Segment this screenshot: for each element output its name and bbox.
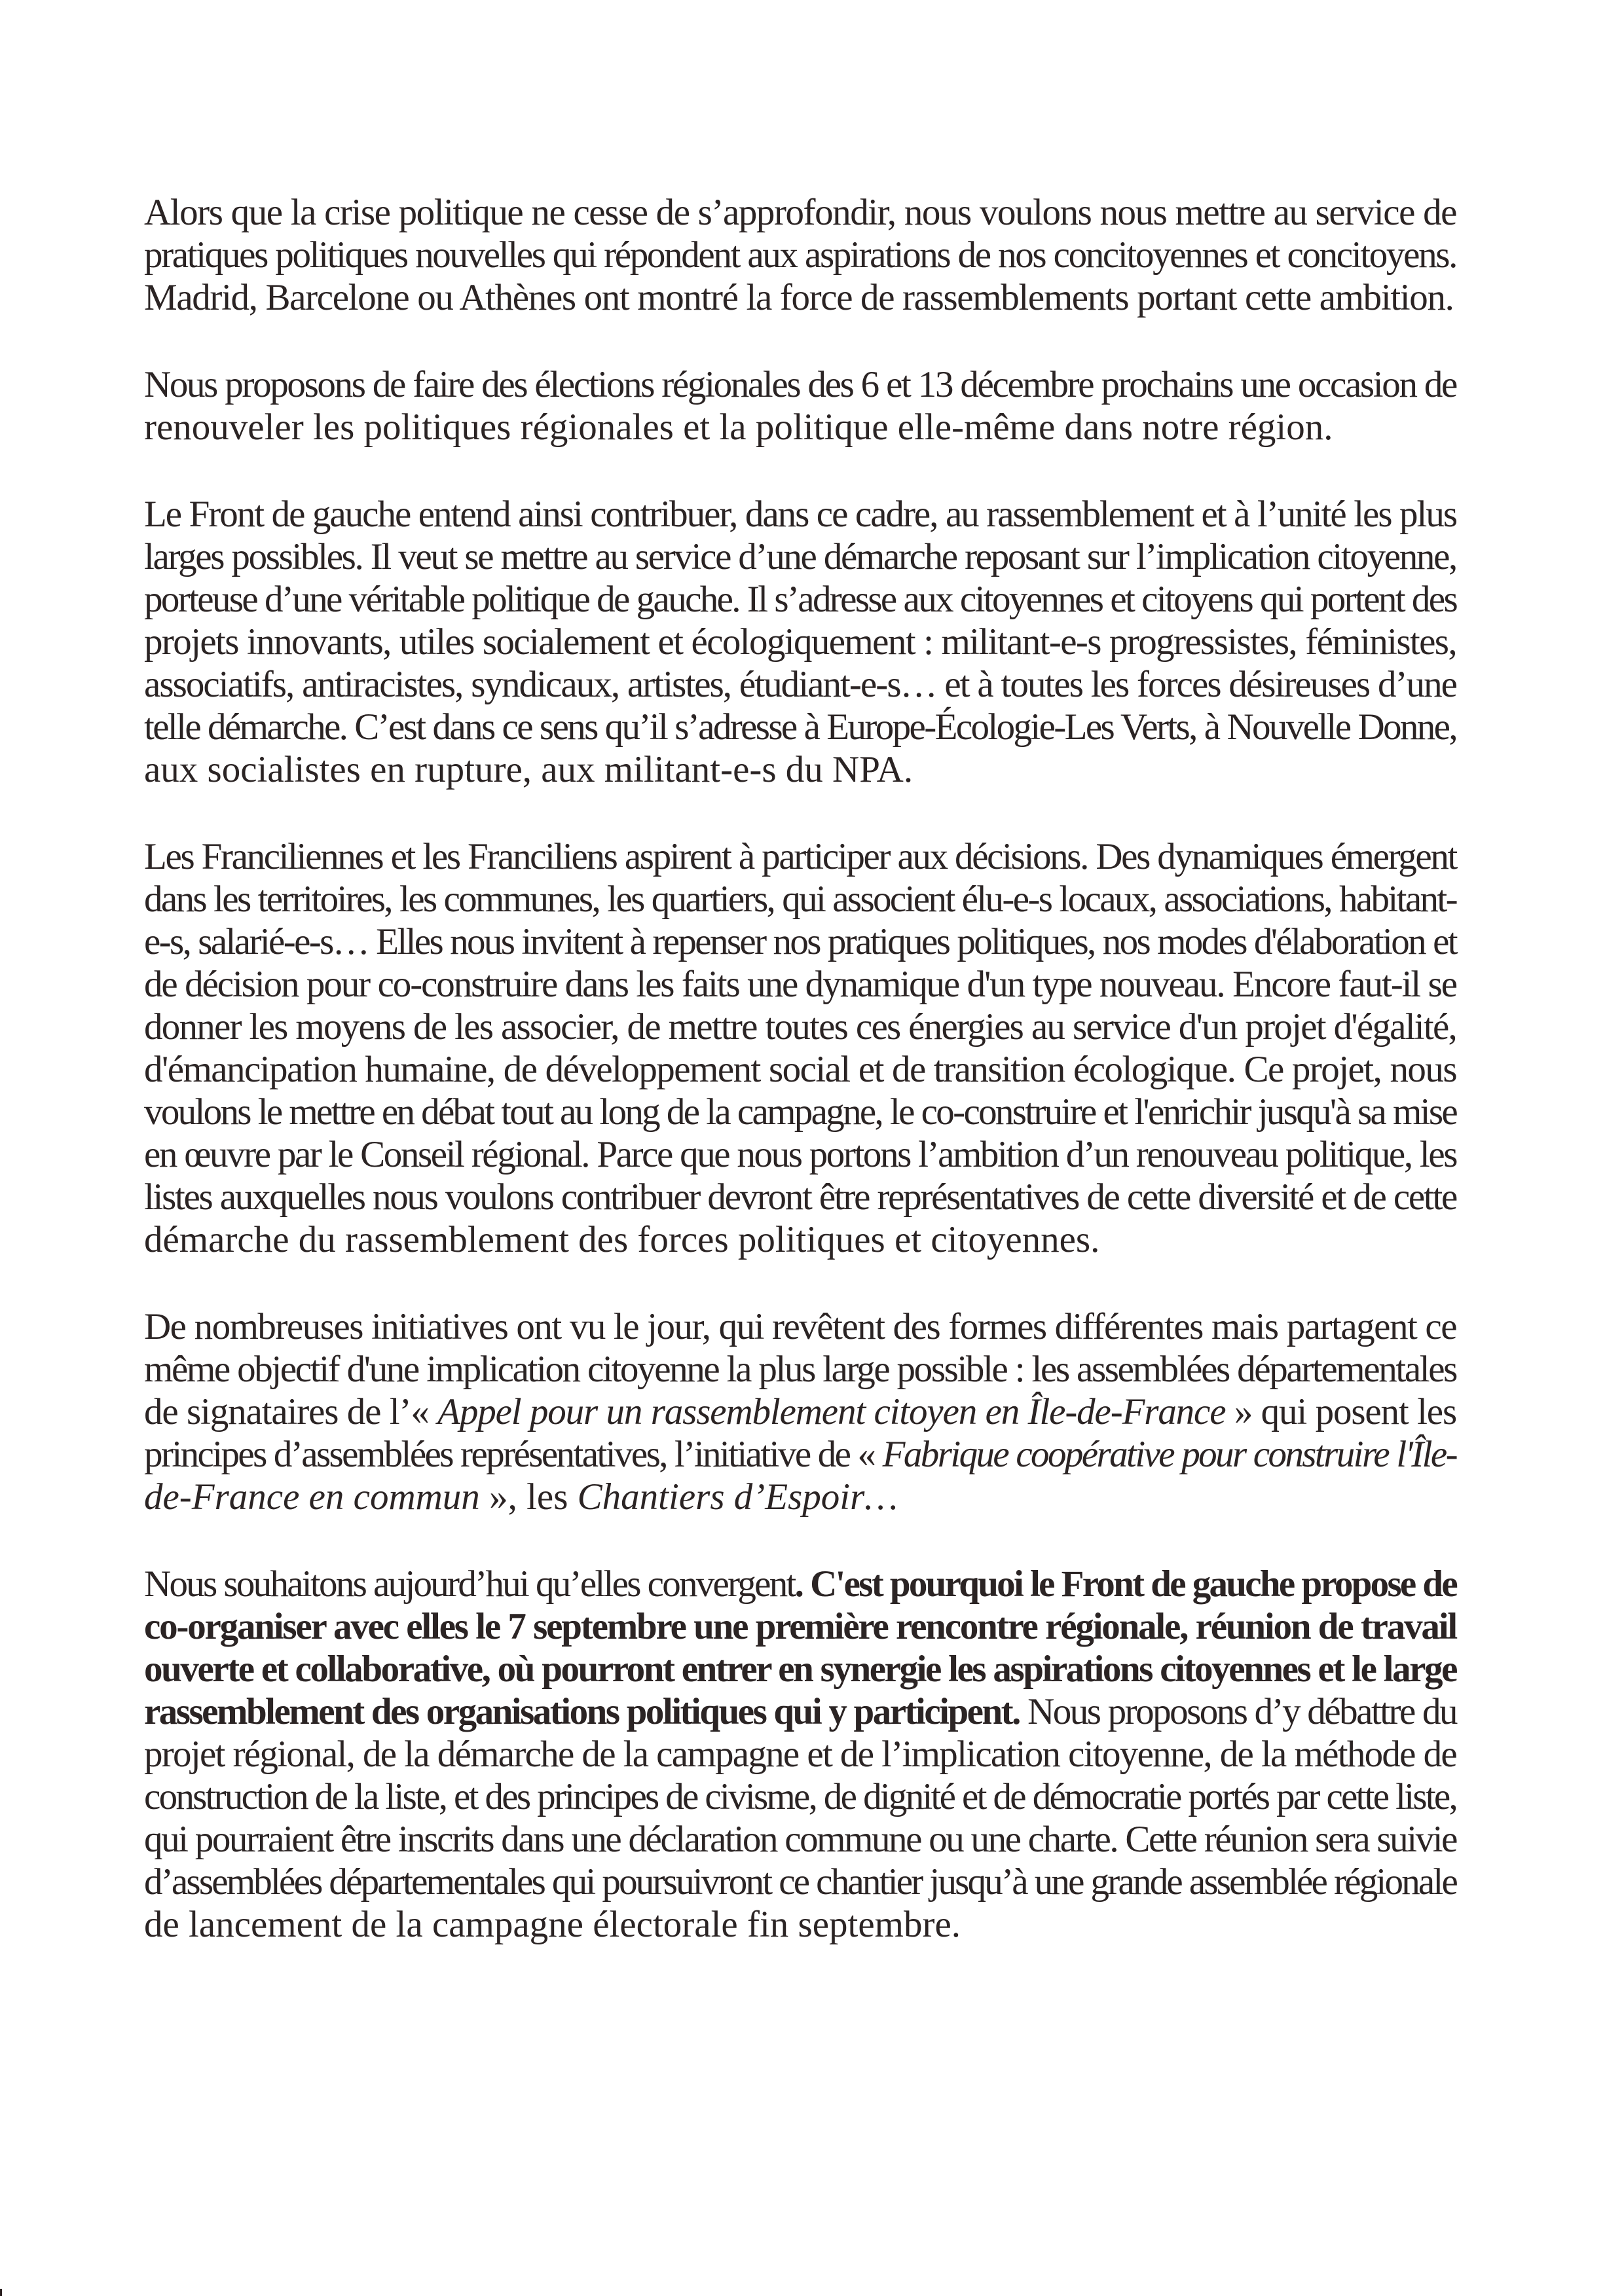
bold-text: . C'est pourquoi le Front de gauche propose de — [794, 1563, 1456, 1605]
text-line — [144, 536, 1456, 578]
text-segment: Nous proposons d’y débattre du — [1019, 1691, 1456, 1732]
text-line — [144, 1176, 1456, 1218]
text-line — [144, 1048, 1456, 1091]
text-line — [144, 406, 1456, 448]
text-segment: même objectif d'une implication citoyenne la plus large possible : les assemblées départementales — [144, 1349, 1456, 1390]
text-segment: de lancement de la campagne électorale fin septembre. — [144, 1904, 961, 1945]
text-line — [144, 276, 1456, 319]
text-line — [144, 493, 1456, 536]
text-line — [144, 363, 1456, 406]
text-segment: de décision pour co-construire dans les faits une dynamique d'un type nouveau. Encore faut-il se — [144, 964, 1456, 1005]
text-line — [144, 706, 1456, 748]
italic-text: Appel pour un rassemblement citoyen en Île-de-France — [437, 1391, 1226, 1432]
text-line — [144, 578, 1456, 621]
italic-text: Fabrique coopérative pour construire l'Île- — [882, 1434, 1456, 1475]
text-segment: donner les moyens de les associer, de mettre toutes ces énergies au service d'un projet d'égalité, — [144, 1006, 1456, 1048]
text-segment: projet régional, de la démarche de la campagne et de l’implication citoyenne, de la méthode de — [144, 1734, 1456, 1775]
text-line — [144, 1391, 1456, 1433]
paragraph — [144, 835, 1456, 1261]
text-line — [144, 878, 1456, 920]
text-segment: », les — [479, 1476, 578, 1518]
text-line — [144, 1348, 1456, 1391]
text-segment: construction de la liste, et des principes de civisme, de dignité et de démocratie portés par cette liste, — [144, 1776, 1456, 1817]
text-line — [144, 1733, 1456, 1776]
italic-text: de-France en commun — [144, 1476, 480, 1518]
paragraph — [144, 191, 1456, 319]
text-segment: projets innovants, utiles socialement et écologiquement : militant-e-s progressistes, féministes, — [144, 621, 1456, 663]
text-segment: porteuse d’une véritable politique de gauche. Il s’adresse aux citoyennes et citoyens qui portent des — [144, 579, 1456, 620]
text-segment: telle démarche. C’est dans ce sens qu’il s’adresse à Europe-Écologie-Les Verts, à Nouvelle Donne, — [144, 706, 1456, 748]
text-line — [144, 748, 1456, 791]
text-line — [144, 1776, 1456, 1818]
text-segment: dans les territoires, les communes, les quartiers, qui associent élu-e-s locaux, associations, habitant- — [144, 879, 1456, 920]
text-line — [144, 963, 1456, 1006]
text-line — [144, 1476, 1456, 1518]
text-line — [144, 1006, 1456, 1048]
text-line — [144, 234, 1456, 276]
text-segment: larges possibles. Il veut se mettre au service d’une démarche reposant sur l’implication citoyenne, — [144, 536, 1456, 577]
text-segment: Alors que la crise politique ne cesse de s’approfondir, nous voulons nous mettre au service de — [144, 192, 1456, 233]
text-line — [144, 1690, 1456, 1733]
text-segment: aux socialistes en rupture, aux militant-e-s du NPA. — [144, 749, 913, 790]
document-body — [144, 191, 1456, 1990]
text-segment: d'émancipation humaine, de développement social et de transition écologique. Ce projet, nous — [144, 1049, 1456, 1090]
italic-text: Chantiers d’Espoir… — [577, 1476, 898, 1518]
text-segment: e-s, salarié-e-s… Elles nous invitent à repenser nos pratiques politiques, nos modes d'élaboration et — [144, 921, 1456, 962]
text-line — [144, 1563, 1456, 1605]
text-segment: Nous souhaitons aujourd’hui qu’elles convergent — [144, 1563, 795, 1605]
text-line — [144, 1218, 1456, 1261]
text-segment: listes auxquelles nous voulons contribuer devront être représentatives de cette diversité et de cette — [144, 1176, 1456, 1218]
text-line — [144, 1648, 1456, 1690]
text-segment: » qui posent les — [1225, 1391, 1457, 1432]
bold-text: co-organiser avec elles le 7 septembre une première rencontre régionale, réunion de travail — [144, 1606, 1456, 1647]
text-segment: renouveler les politiques régionales et la politique elle-même dans notre région. — [144, 407, 1333, 448]
text-line — [144, 663, 1456, 706]
text-segment: Nous proposons de faire des élections régionales des 6 et 13 décembre prochains une occasion de — [144, 364, 1456, 405]
paragraph — [144, 363, 1456, 448]
text-segment: principes d’assemblées représentatives, l’initiative de « — [144, 1434, 883, 1475]
text-segment: associatifs, antiracistes, syndicaux, artistes, étudiant-e-s… et à toutes les forces désireuses d’une — [144, 664, 1456, 705]
text-line — [144, 1605, 1456, 1648]
text-segment: qui pourraient être inscrits dans une déclaration commune ou une charte. Cette réunion sera suivie — [144, 1819, 1456, 1860]
paragraph — [144, 493, 1456, 791]
text-line — [144, 1091, 1456, 1133]
text-line — [144, 1305, 1456, 1348]
bold-text: ouverte et collaborative, où pourront entrer en synergie les aspirations citoyennes et le large — [144, 1649, 1456, 1690]
text-line — [144, 1818, 1456, 1861]
text-segment: voulons le mettre en débat tout au long de la campagne, le co-construire et l'enrichir jusqu'à sa mise — [144, 1091, 1456, 1133]
text-line — [144, 1903, 1456, 1946]
text-segment: démarche du rassemblement des forces politiques et citoyennes. — [144, 1219, 1100, 1260]
text-segment: en œuvre par le Conseil régional. Parce que nous portons l’ambition d’un renouveau politique, les — [144, 1134, 1456, 1175]
text-segment: pratiques politiques nouvelles qui répondent aux aspirations de nos concitoyennes et concitoyens. — [144, 234, 1456, 276]
text-line — [144, 621, 1456, 663]
paragraph — [144, 1563, 1456, 1946]
text-line — [144, 191, 1456, 234]
text-segment: De nombreuses initiatives ont vu le jour, qui revêtent des formes différentes mais partagent ce — [144, 1306, 1456, 1347]
text-line — [144, 835, 1456, 878]
text-line — [144, 920, 1456, 963]
text-segment: Les Franciliennes et les Franciliens aspirent à participer aux décisions. Des dynamiques émergent — [144, 836, 1456, 877]
bold-text: rassemblement des organisations politiques qui y participent. — [144, 1691, 1020, 1732]
text-segment: de signataires de l’« — [144, 1391, 438, 1432]
text-segment: Madrid, Barcelone ou Athènes ont montré la force de rassemblements portant cette ambition. — [144, 277, 1454, 318]
text-segment: d’assemblées départementales qui poursuivront ce chantier jusqu’à une grande assemblée régionale — [144, 1861, 1456, 1903]
text-line — [144, 1433, 1456, 1476]
text-segment: Le Front de gauche entend ainsi contribuer, dans ce cadre, au rassemblement et à l’unité les plus — [144, 494, 1456, 535]
text-line — [144, 1133, 1456, 1176]
text-line — [144, 1861, 1456, 1903]
paragraph — [144, 1305, 1456, 1518]
scan-edge-mark — [0, 2289, 2, 2296]
